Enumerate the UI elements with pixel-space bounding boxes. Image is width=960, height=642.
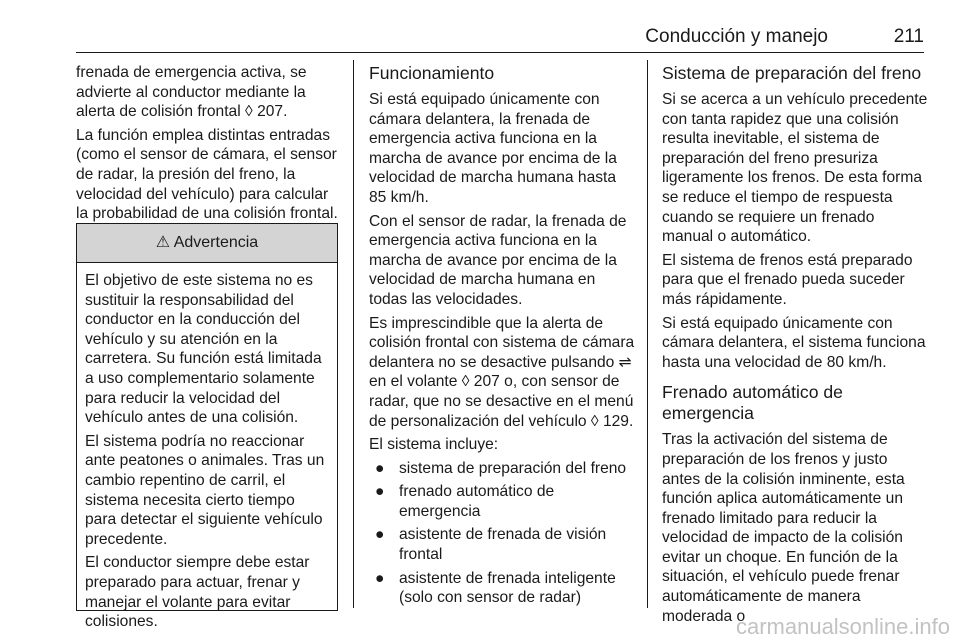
paragraph: El sistema de frenos está preparado para que el frenado pueda suceder más rápidamente.: [662, 251, 913, 308]
column-divider-1: [353, 60, 354, 608]
left-column: [76, 63, 341, 228]
list-item: ● asistente de frenada de visión frontal: [375, 526, 607, 564]
paragraph: frenada de emergencia activa, se advierte al conductor mediante la alerta de colisión frontal ◊ 207.: [76, 64, 307, 121]
section-heading: Funcionamiento: [369, 63, 495, 83]
warning-paragraph: El conductor siempre debe estar preparado para actuar, frenar y manejar el volante para evitar colisiones.: [85, 554, 310, 631]
bullet-icon: ●: [375, 459, 385, 477]
list-item: ● frenado automático de emergencia: [375, 483, 555, 520]
middle-column: [369, 63, 635, 612]
list-item: ● asistente de frenada inteligente (solo con sensor de radar): [375, 569, 616, 607]
paragraph: Si está equipado únicamente con cámara delantera, el sistema funciona hasta una velocidad de 80 km/h.: [662, 314, 926, 371]
bullet-icon: ●: [375, 569, 385, 587]
section-heading: Frenado automático de emergencia: [662, 382, 843, 424]
paragraph: Tras la activación del sistema de preparación de los frenos y justo antes de la colisión inminente, esta función aplica automáticamente un frenado limitado para reducir la velocidad de impacto de la colisión evitar un choque. En función de la situación, el vehículo puede frenar automáticamente de manera moderada o: [662, 431, 905, 625]
running-header-title: Conducción y manejo: [645, 26, 828, 47]
warning-triangle-icon: ⚠: [155, 234, 171, 251]
list-item: ● sistema de preparación del freno: [375, 459, 627, 477]
warning-title: Advertencia: [173, 234, 259, 251]
warning-paragraph: El sistema podría no reaccionar ante peatones o animales. Tras un cambio repentino de carril, el sistema necesita cierto tiempo para detectar el siguiente vehículo precedente.: [85, 432, 325, 548]
warning-body: [77, 263, 337, 632]
bullet-icon: ●: [375, 526, 385, 544]
system-feature-list: [369, 459, 635, 608]
warning-box: [76, 223, 338, 631]
paragraph: La función emplea distintas entradas (como el sensor de cámara, el sensor de radar, la presión del freno, la velocidad del vehículo) para calcular la probabilidad de una colisión frontal.: [76, 126, 338, 223]
paragraph: Con el sensor de radar, la frenada de emergencia activa funciona en la marcha de avance por encima de la velocidad de marcha humana en todas las velocidades.: [369, 212, 627, 308]
header-rule: [76, 52, 924, 53]
paragraph: Es imprescindible que la alerta de colisión frontal con sistema de cámara delantera no se desactive pulsando ⇌ en el volante ◊ 207 o, con sensor de radar, que no se desactive en el menú de personalización del vehículo ◊ 129.: [369, 314, 635, 430]
paragraph: Si está equipado únicamente con cámara delantera, la frenada de emergencia activa funciona en la marcha de avance por encima de la velocidad de marcha humana hasta 85 km/h.: [369, 91, 617, 206]
paragraph: El sistema incluye:: [369, 436, 499, 454]
section-heading: Sistema de preparación del freno: [662, 63, 922, 83]
watermark: carmanualsonline.info: [735, 614, 950, 639]
right-column: [662, 63, 928, 630]
bullet-icon: ●: [375, 483, 385, 501]
warning-header: [77, 224, 337, 263]
paragraph: Si se acerca a un vehículo precedente con tanta rapidez que una colisión resulta inevitable, el sistema de preparación del freno presuriza ligeramente los frenos. De esta forma se reduce el tiempo de respuesta cuando se requiere un frenado manual o automático.: [662, 91, 928, 246]
column-divider-2: [647, 60, 648, 608]
warning-paragraph: El objetivo de este sistema no es sustituir la responsabilidad del conductor en la conducción del vehículo y su atención en la carretera. Su función está limitada a uso complementario solamente para reducir la velocidad del vehículo antes de una colisión.: [85, 272, 322, 427]
page-number: 211: [893, 26, 924, 47]
